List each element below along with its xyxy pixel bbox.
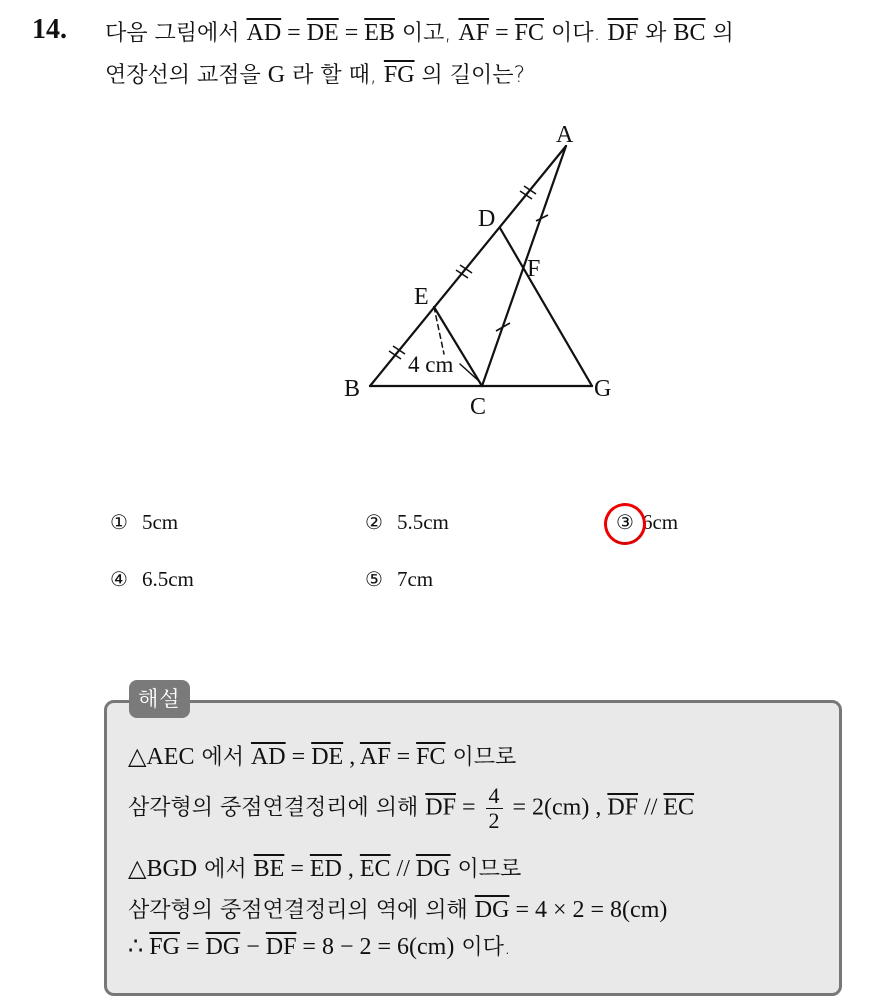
question-text-line-2: 연장선의 교점을 G 라 할 때, $\overline{FG}$ 의 길이는? (105, 62, 526, 88)
explanation-line-3: △BGD 에서 $\overline{BE} = \overline{ED}$ , $\overline{EC} // \overline{DG}$ 이므로 (128, 856, 522, 882)
segment-DG (500, 228, 592, 386)
fraction-4-over-2: $\frac{4}{2}$ (486, 784, 503, 833)
choice-4[interactable]: ④ 6.5cm (110, 567, 194, 591)
label-A: A (556, 122, 574, 148)
triangle-figure (330, 118, 630, 428)
label-B: B (344, 376, 361, 402)
question-number: 14. (32, 14, 67, 45)
explanation-tag: 해설 (129, 680, 190, 718)
segment-AC (482, 146, 566, 386)
label-G: G (594, 376, 612, 402)
label-E: E (414, 284, 429, 310)
label-length: 4 cm (408, 352, 454, 377)
explanation-line-1: △AEC 에서 $\overline{AD} = \overline{DE}$ , $\overline{AF} = \overline{FC}$ 이므로 (128, 744, 517, 770)
answer-circle-mark (600, 499, 650, 549)
explanation-line-4: 삼각형의 중점연결정리의 역에 의해 $\overline{DG} = 4 \times 2 = 8(cm)$ (128, 897, 668, 923)
explanation-line-5: ∴ $\overline{FG} = \overline{DG} - \overline{DF} = 8 - 2 = 6(cm)$ 이다. (128, 934, 511, 960)
label-D: D (478, 206, 496, 232)
choice-2[interactable]: ② 5.5cm (365, 510, 449, 534)
explanation-line-2: 삼각형의 중점연결정리에 의해 $\overline{DF}$ = $\frac{4}{2}$ = 2(cm) , $\overline{DF} // \overline{EC}$ (128, 783, 695, 834)
label-F: F (527, 256, 541, 282)
choice-1[interactable]: ① 5cm (110, 510, 179, 534)
choice-5[interactable]: ⑤ 7cm (365, 567, 434, 591)
question-text-line-1: 다음 그림에서 $\overline{AD} = \overline{DE} = \overline{EB}$ 이고, $\overline{AF} = \overline{FC}$ 이다. $\overline{DF}$ 와 $\overline{BC}$ 의 (105, 20, 734, 46)
choice-3[interactable]: ③ 6cm (616, 510, 679, 534)
label-C: C (470, 394, 487, 420)
